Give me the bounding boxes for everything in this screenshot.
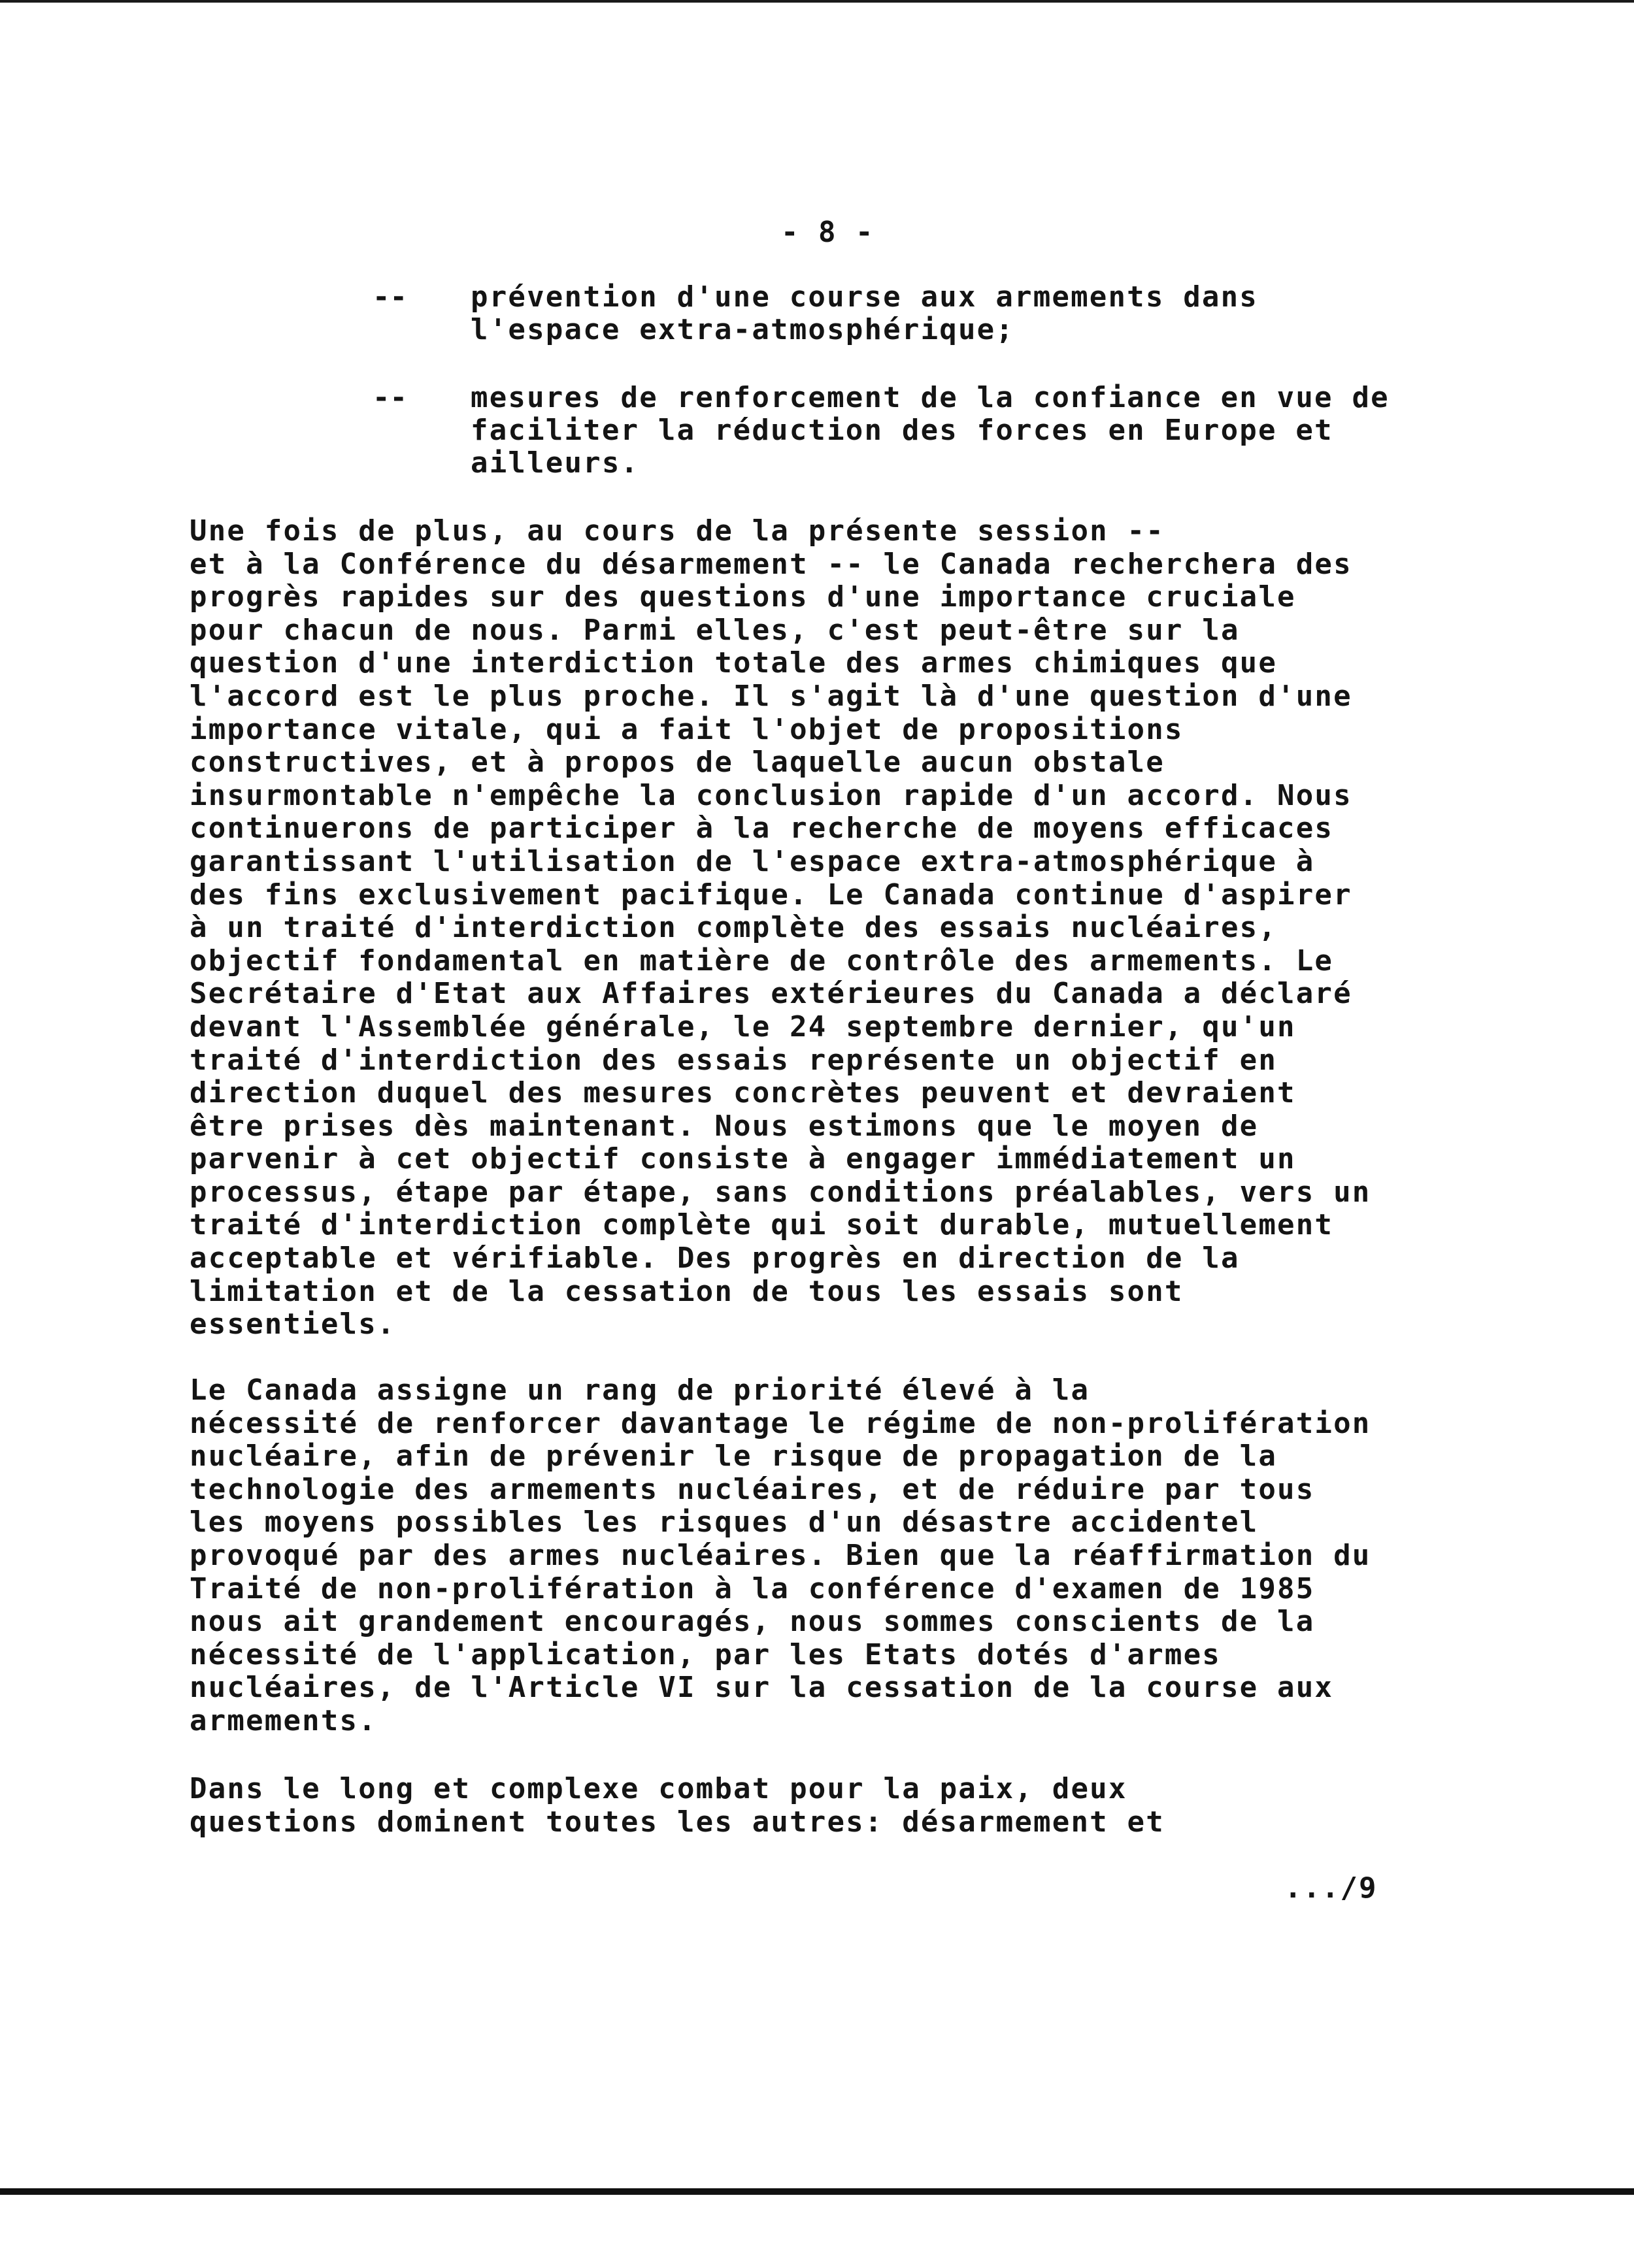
list-item-dash: --: [373, 280, 407, 314]
list-item-text: prévention d'une course aux armements dans l'espace extra-atmosphérique;: [471, 280, 1258, 346]
list-item-text: mesures de renforcement de la confiance en vue de faciliter la réduction des forces en Europe et ailleurs.: [471, 381, 1390, 480]
top-edge-rule: [0, 0, 1634, 3]
paragraph-peace: Dans le long et complexe combat pour la paix, deux questions dominent toutes les autres: désarmement et: [190, 1772, 1165, 1839]
paragraph-non-proliferation: Le Canada assigne un rang de priorité élevé à la nécessité de renforcer davantage le régime de non-prolifération nucléaire, afin de prévenir le risque de propagation de la technologie des armements nucléaires, et de réduire par tous les moyens possibles les risques d'un désastre accidentel provoqué par des armes nucléaires. Bien que la réaffirmation du Traité de non-prolifération à la conférence d'examen de 1985 nous ait grandement encouragés, nous sommes conscients de la nécessité de l'application, par les Etats dotés d'armes nucléaires, de l'Article VI sur la cessation de la course aux armements.: [190, 1373, 1371, 1737]
list-item-dash: --: [373, 381, 407, 414]
page-number: - 8 -: [781, 216, 875, 249]
paragraph-conference: Une fois de plus, au cours de la présente session -- et à la Conférence du désarmement -- le Canada recherchera des progrès rapides sur des questions d'une importance cruciale pour chacun de nous. Parmi elles, c'est peut-être sur la question d'une interdiction totale des armes chimiques que l'accord est le plus proche. Il s'agit là d'une question d'une importance vitale, qui a fait l'objet de propositions constructives, et à propos de laquelle aucun obstale insurmontable n'empêche la conclusion rapide d'un accord. Nous continuerons de participer à la recherche de moyens efficaces garantissant l'utilisation de l'espace extra-atmosphérique à des fins exclusivement pacifique. Le Canada continue d'aspirer à un traité d'interdiction complète des essais nucléaires, objectif fondamental en matière de contrôle des armements. Le Secrétaire d'Etat aux Affaires extérieures du Canada a déclaré devant l'Assemblée générale, le 24 septembre dernier, qu'un traité d'interdiction des essais représente un objectif en direction duquel des mesures concrètes peuvent et devraient être prises dès maintenant. Nous estimons que le moyen de parvenir à cet objectif consiste à engager immédiatement un processus, étape par étape, sans conditions préalables, vers un traité d'interdiction complète qui soit durable, mutuellement acceptable et vérifiable. Des progrès en direction de la limitation et de la cessation de tous les essais sont essentiels.: [190, 514, 1371, 1341]
continuation-marker: .../9: [1284, 1871, 1378, 1905]
bottom-edge-rule: [0, 2188, 1634, 2195]
